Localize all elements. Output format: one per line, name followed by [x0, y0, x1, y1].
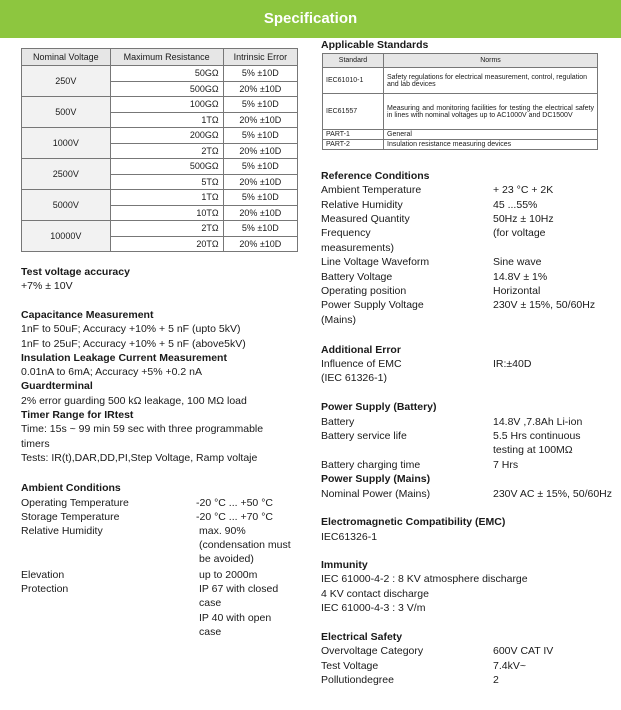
max-resistance-cell: 5TΩ [110, 174, 223, 190]
frequency-value: (for voltage [493, 227, 546, 239]
voltage-resistance-table [21, 48, 298, 252]
table-row [323, 94, 598, 130]
header-nominal-voltage: Nominal Voltage [22, 49, 111, 66]
power-mains-heading: Power Supply (Mains) [321, 473, 431, 485]
ambient-conditions [21, 481, 316, 641]
table-row [22, 159, 298, 175]
power-battery-heading: Power Supply (Battery) [321, 401, 437, 413]
intrinsic-error-cell: 20% ±10D [223, 112, 297, 128]
battery-life-value: testing at 100MΩ [493, 444, 573, 456]
battery-label: Battery [321, 416, 355, 428]
emc-influence-label: (IEC 61326-1) [321, 372, 387, 384]
standards-heading: Applicable Standards [321, 39, 429, 51]
elevation-value: up to 2000m [199, 569, 258, 581]
immunity-line: 4 KV contact discharge [321, 588, 429, 600]
charging-time-label: Battery charging time [321, 459, 421, 471]
left-column-upper [21, 265, 311, 294]
pollution-value: 2 [493, 674, 499, 686]
battery-life-value: 5.5 Hrs continuous [493, 430, 581, 442]
humidity-value: be avoided) [199, 553, 254, 565]
header-standard: Standard [323, 54, 384, 68]
max-resistance-cell: 100GΩ [110, 97, 223, 113]
leakage-line: 0.01nA to 6mA; Accuracy +5% +0.2 nA [21, 366, 202, 379]
max-resistance-cell: 1TΩ [110, 112, 223, 128]
right-column [321, 169, 621, 709]
intrinsic-error-cell: 20% ±10D [223, 236, 297, 252]
additional-error-heading: Additional Error [321, 344, 401, 356]
guard-heading: Guardterminal [21, 380, 93, 393]
intrinsic-error-cell: 5% ±10D [223, 221, 297, 237]
emc-standard: IEC61326-1 [321, 531, 378, 543]
test-voltage-heading: Test voltage accuracy [21, 266, 130, 278]
table-row [22, 128, 298, 144]
table-row [22, 97, 298, 113]
battery-voltage-value: 14.8V ± 1% [493, 271, 548, 283]
ambient-temp-label: Ambient Temperature [321, 184, 422, 196]
operating-position-label: Operating position [321, 285, 407, 297]
max-resistance-cell: 2TΩ [110, 143, 223, 159]
table-row [22, 221, 298, 237]
table-header-row [323, 54, 598, 68]
nominal-voltage-cell: 2500V [22, 159, 111, 190]
header-max-resistance: Maximum Resistance [110, 49, 223, 66]
norm-cell: Safety regulations for electrical measurement, control, regulation and lab devices [384, 68, 598, 94]
timer-line: timers [21, 437, 50, 450]
intrinsic-error-cell: 20% ±10D [223, 143, 297, 159]
overvoltage-value: 600V CAT IV [493, 645, 554, 657]
test-voltage-value: +7% ± 10V [21, 280, 73, 293]
frequency-label: measurements) [321, 242, 394, 254]
st-temp-value: -20 °C ... +70 °C [196, 511, 273, 523]
measured-quantity-value: 50Hz ± 10Hz [493, 213, 554, 225]
humidity-value: max. 90% [199, 525, 246, 537]
leakage-heading: Insulation Leakage Current Measurement [21, 351, 227, 364]
spec-title-banner [0, 0, 621, 38]
waveform-label: Line Voltage Waveform [321, 256, 430, 268]
max-resistance-cell: 200GΩ [110, 128, 223, 144]
max-resistance-cell: 50GΩ [110, 66, 223, 82]
max-resistance-cell: 10TΩ [110, 205, 223, 221]
page-title: Specification [263, 10, 358, 27]
left-column-measurements [21, 308, 316, 465]
emc-heading: Electromagnetic Compatibility (EMC) [321, 516, 506, 528]
power-supply-voltage-label: (Mains) [321, 314, 357, 326]
standard-cell: IEC61557 [323, 94, 384, 130]
norm-cell: General [384, 130, 598, 140]
st-temp-label: Storage Temperature [21, 511, 120, 523]
operating-position-value: Horizontal [493, 285, 541, 297]
norm-cell: Insulation resistance measuring devices [384, 140, 598, 150]
table-header-row [22, 49, 298, 66]
nominal-voltage-cell: 250V [22, 66, 111, 97]
measured-quantity-label: Measured Quantity [321, 213, 410, 225]
immunity-heading: Immunity [321, 559, 368, 571]
nominal-voltage-cell: 10000V [22, 221, 111, 252]
max-resistance-cell: 20TΩ [110, 236, 223, 252]
nominal-voltage-cell: 5000V [22, 190, 111, 221]
max-resistance-cell: 2TΩ [110, 221, 223, 237]
header-norms: Norms [384, 54, 598, 68]
op-temp-value: -20 °C ... +50 °C [196, 497, 273, 509]
max-resistance-cell: 500GΩ [110, 159, 223, 175]
table-row [323, 130, 598, 140]
table-row [22, 66, 298, 82]
charging-time-value: 7 Hrs [493, 459, 519, 471]
emc-influence-label: Influence of EMC [321, 358, 402, 370]
overvoltage-label: Overvoltage Category [321, 645, 424, 657]
op-temp-label: Operating Temperature [21, 497, 129, 509]
pollution-label: Pollutiondegree [321, 674, 394, 686]
standards-table [322, 53, 598, 150]
frequency-label: Frequency [321, 227, 371, 239]
intrinsic-error-cell: 5% ±10D [223, 128, 297, 144]
table-row [323, 140, 598, 150]
humidity-value: (condensation must [199, 539, 291, 551]
test-voltage-label: Test Voltage [321, 660, 379, 672]
waveform-value: Sine wave [493, 256, 542, 268]
intrinsic-error-cell: 5% ±10D [223, 190, 297, 206]
intrinsic-error-cell: 20% ±10D [223, 81, 297, 97]
battery-life-label: Battery service life [321, 430, 407, 442]
table-row [323, 68, 598, 94]
header-intrinsic-error: Intrinsic Error [223, 49, 297, 66]
immunity-line: IEC 61000-4-2 : 8 KV atmosphere discharge [321, 573, 528, 585]
nominal-voltage-cell: 500V [22, 97, 111, 128]
voltage-table-body [22, 66, 298, 252]
protection-label: Protection [21, 583, 69, 595]
standard-cell: PART-1 [323, 130, 384, 140]
nominal-voltage-cell: 1000V [22, 128, 111, 159]
intrinsic-error-cell: 20% ±10D [223, 174, 297, 190]
ambient-temp-value: + 23 °C + 2K [493, 184, 554, 196]
protection-value: case [199, 626, 222, 638]
intrinsic-error-cell: 5% ±10D [223, 159, 297, 175]
humidity-label: Relative Humidity [21, 525, 103, 537]
standard-cell: PART-2 [323, 140, 384, 150]
power-supply-voltage-value: 230V ± 15%, 50/60Hz [493, 299, 596, 311]
test-voltage-value: 7.4kV~ [493, 660, 526, 672]
battery-voltage-label: Battery Voltage [321, 271, 393, 283]
elevation-label: Elevation [21, 569, 65, 581]
protection-value: IP 67 with closed [199, 583, 279, 595]
protection-value: case [199, 597, 222, 609]
battery-value: 14.8V ,7.8Ah Li-ion [493, 416, 583, 428]
nominal-power-label: Nominal Power (Mains) [321, 488, 431, 500]
emc-influence-value: IR:±40D [493, 358, 532, 370]
capacitance-line: 1nF to 25uF; Accuracy +10% + 5 nF (above5kV) [21, 337, 246, 350]
norm-cell: Measuring and monitoring facilities for testing the electrical safety in lines with nominal voltages up to AC1000V and DC1500V [384, 94, 598, 130]
timer-heading: Timer Range for IRtest [21, 409, 134, 422]
immunity-line: IEC 61000-4-3 : 3 V/m [321, 602, 426, 614]
power-supply-voltage-label: Power Supply Voltage [321, 299, 424, 311]
nominal-power-value: 230V AC ± 15%, 50/60Hz [493, 488, 613, 500]
capacitance-line: 1nF to 50uF; Accuracy +10% + 5 nF (upto 5kV) [21, 323, 241, 336]
tests-line: Tests: IR(t),DAR,DD,PI,Step Voltage, Ramp voltaje [21, 451, 258, 464]
electrical-safety-heading: Electrical Safety [321, 631, 403, 643]
reference-heading: Reference Conditions [321, 170, 430, 182]
standard-cell: IEC61010-1 [323, 68, 384, 94]
max-resistance-cell: 1TΩ [110, 190, 223, 206]
timer-line: Time: 15s ~ 99 min 59 sec with three programmable [21, 423, 264, 436]
intrinsic-error-cell: 20% ±10D [223, 205, 297, 221]
protection-value: IP 40 with open [199, 612, 272, 624]
max-resistance-cell: 500GΩ [110, 81, 223, 97]
capacitance-heading: Capacitance Measurement [21, 309, 154, 321]
ambient-heading: Ambient Conditions [21, 482, 121, 494]
intrinsic-error-cell: 5% ±10D [223, 66, 297, 82]
rel-humidity-label: Relative Humidity [321, 199, 403, 211]
table-row [22, 190, 298, 206]
rel-humidity-value: 45 ...55% [493, 199, 538, 211]
intrinsic-error-cell: 5% ±10D [223, 97, 297, 113]
guard-line: 2% error guarding 500 kΩ leakage, 100 MΩ load [21, 394, 247, 407]
